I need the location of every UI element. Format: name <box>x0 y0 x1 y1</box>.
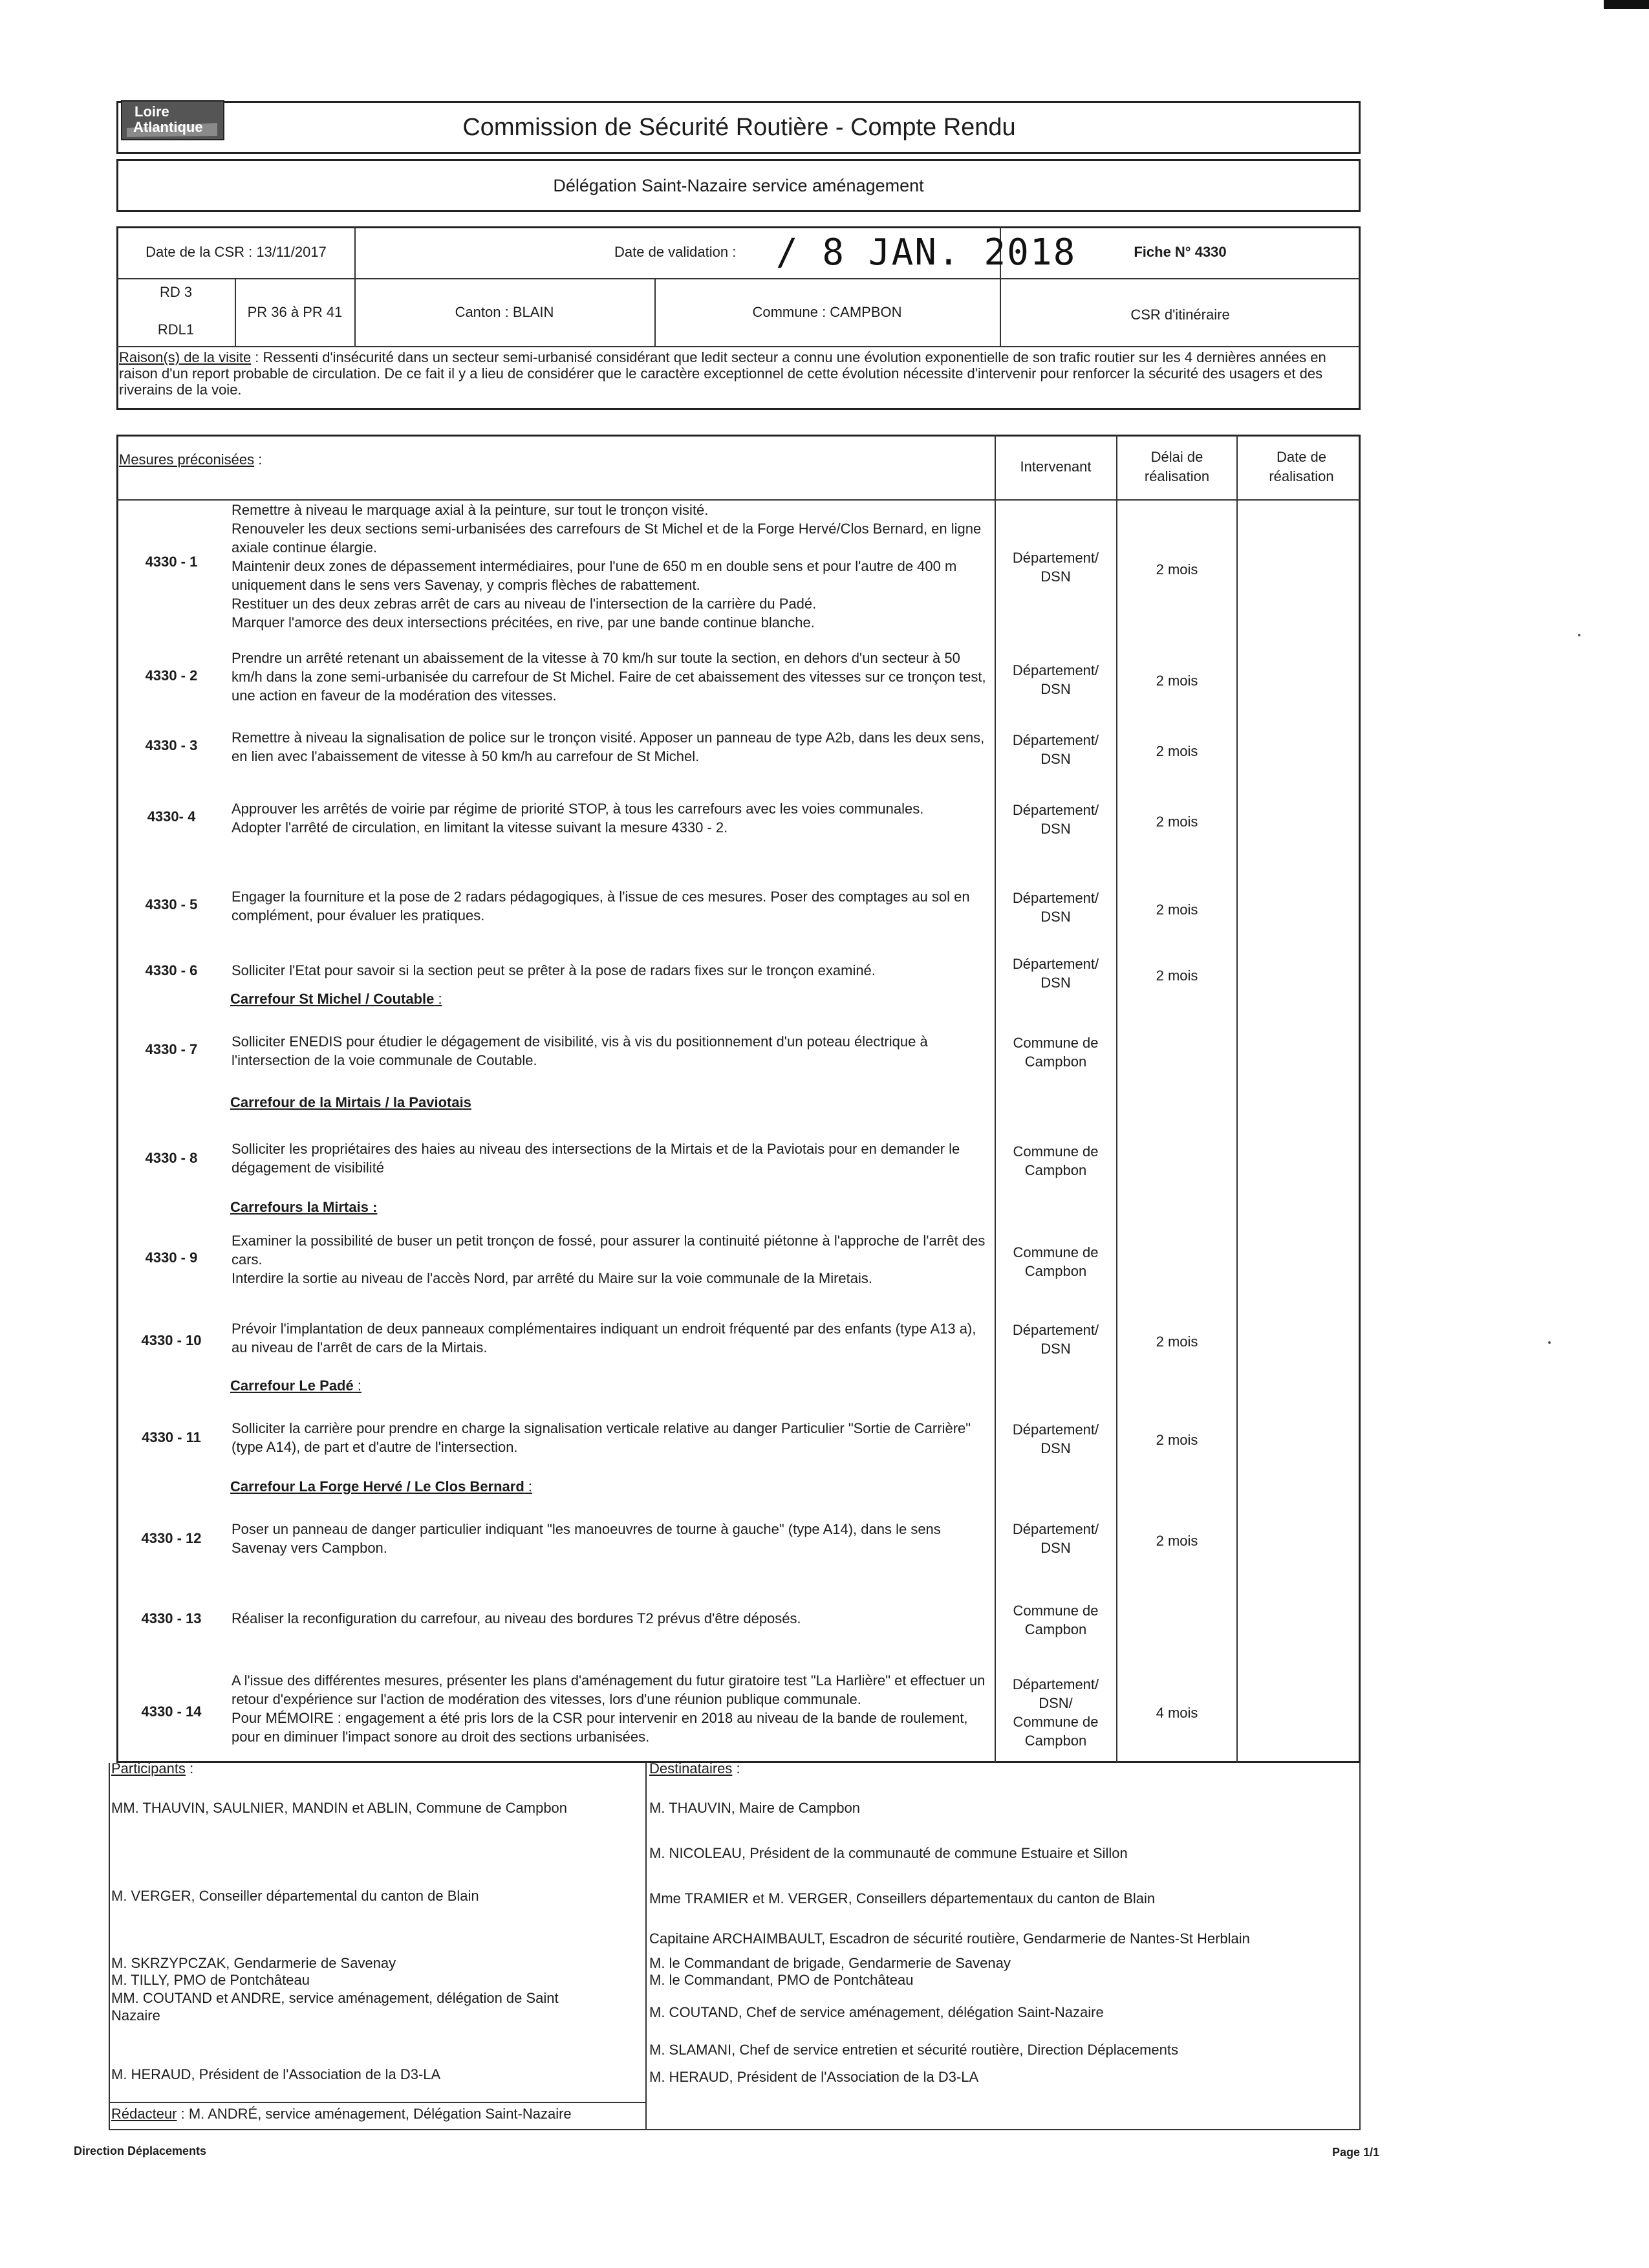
measure-text: Solliciter l'Etat pour savoir si la section peut se prêter à la pose de radars fixes sur le tronçon examiné. <box>232 962 876 978</box>
measure-intervenant: Département/ DSN <box>1012 1421 1099 1456</box>
fiche-number: Fiche N° 4330 <box>1134 244 1227 260</box>
destinataires-label: Destinataires <box>649 1760 733 1777</box>
section-title: Carrefours la Mirtais : <box>230 1199 378 1215</box>
measure-number: 4330 - 13 <box>141 1610 202 1626</box>
measure-text: Remettre à niveau le marquage axial à la peinture, sur tout le tronçon visité. Renouveler les deux sections semi-urbanisées des carrefours de St Michel et de la Forge Hervé/Clos Bernard, en ligne axiale continue élargie. Maintenir deux zones de dépassement intermédiaires, pour l'une de 650 m en double sens et pour l'autre de 400 m uniquement dans le sens vers Savenay, y compris flèches de rabattement. Restituer un des deux zebras arrêt de cars au niveau de l'intersection de la carrière du Padé. Marquer l'amorce des deux intersections précitées, en rive, par une bande continue blanche. <box>232 502 982 631</box>
measure-number: 4330 - 11 <box>142 1429 201 1445</box>
destinataire-item: Mme TRAMIER et M. VERGER, Conseillers départementaux du canton de Blain <box>649 1890 1156 1906</box>
measure-delai: 2 mois <box>1156 1432 1198 1448</box>
redacteur-text: : M. ANDRÉ, service aménagement, Délégation Saint-Nazaire <box>177 2106 572 2122</box>
destinataire-item: M. THAUVIN, Maire de Campbon <box>649 1800 861 1816</box>
participant-item: MM. COUTAND et ANDRE, service aménagement, délégation de Saint Nazaire <box>111 1990 559 2024</box>
measure-delai: 2 mois <box>1156 967 1198 984</box>
measure-delai: 2 mois <box>1156 814 1198 830</box>
measure-text: Examiner la possibilité de buser un petit tronçon de fossé, pour assurer la continuité piétonne à l'approche de l'arrêt des cars. Interdire la sortie au niveau de l'accès Nord, par arrêté du Maire sur la voie communale de la Miretais. <box>232 1233 986 1286</box>
section-heading-st-michel <box>230 991 442 1008</box>
measure-number: 4330 - 10 <box>141 1332 202 1348</box>
destinataire-item: M. HERAUD, Président de l'Association de la D3-LA <box>649 2069 979 2085</box>
measure-intervenant: Département/ DSN <box>1012 956 1099 991</box>
destinataires-heading <box>649 1760 740 1777</box>
measure-number: 4330 - 8 <box>145 1150 198 1166</box>
footer-left: Direction Déplacements <box>74 2144 207 2157</box>
csr-type: CSR d'itinéraire <box>1130 307 1230 323</box>
participants-colon: : <box>185 1760 194 1777</box>
measures-label-colon: : <box>254 451 263 468</box>
date-csr: Date de la CSR : 13/11/2017 <box>146 244 327 260</box>
header-date: Date de réalisation <box>1269 449 1334 484</box>
measure-text: Engager la fourniture et la pose de 2 radars pédagogiques, à l'issue de ces mesures. Poser des comptages au sol en complément, pour évaluer les pratiques. <box>232 889 970 923</box>
participant-item: M. HERAUD, Président de l'Association de la D3-LA <box>111 2066 441 2082</box>
road-rdl: RDL1 <box>157 321 195 338</box>
measure-intervenant: Commune de Campbon <box>1013 1143 1099 1178</box>
measure-text: Solliciter les propriétaires des haies au niveau des intersections de la Mirtais et de la Paviotais pour en demander le dégagement de visibilité <box>232 1141 960 1176</box>
measure-intervenant: Département/ DSN <box>1012 550 1099 585</box>
validation-label: Date de validation : <box>614 244 737 260</box>
measure-delai: 4 mois <box>1156 1705 1198 1721</box>
road-rd: RD 3 <box>159 284 193 300</box>
participant-item: M. VERGER, Conseiller départemental du canton de Blain <box>111 1888 479 1904</box>
measure-delai: 2 mois <box>1156 902 1198 918</box>
measures-label: Mesures préconisées <box>119 451 255 468</box>
measure-intervenant: Département/ DSN <box>1012 890 1099 925</box>
measure-number: 4330 - 6 <box>145 962 198 978</box>
destinataire-item: M. NICOLEAU, Président de la communauté de commune Estuaire et Sillon <box>649 1845 1128 1861</box>
participants-label: Participants <box>111 1760 186 1777</box>
commune: Commune : CAMPBON <box>752 304 902 320</box>
measure-intervenant: Département/ DSN <box>1012 802 1099 837</box>
header-delai: Délai de réalisation <box>1144 449 1210 484</box>
section-title: Carrefour La Forge Hervé / Le Clos Bernard <box>230 1478 524 1495</box>
measure-text: Approuver les arrêtés de voirie par régime de priorité STOP, à tous les carrefours avec les voies communales. Adopter l'arrêté de circulation, en limitant la vitesse suivant la mesure 4330 - 2. <box>232 801 924 836</box>
section-title: Carrefour Le Padé <box>230 1377 354 1394</box>
distribution-divider <box>645 1763 647 2130</box>
destinataires-colon: : <box>732 1760 740 1777</box>
destinataire-item: M. le Commandant, PMO de Pontchâteau <box>649 1972 914 1988</box>
logo-text-2: Atlantique <box>133 119 203 135</box>
participants-heading <box>111 1760 193 1777</box>
measure-delai: 2 mois <box>1156 673 1198 689</box>
redacteur-label: Rédacteur <box>111 2106 177 2122</box>
destinataire-item: Capitaine ARCHAIMBAULT, Escadron de sécurité routière, Gendarmerie de Nantes-St Herblain <box>649 1930 1250 1947</box>
measure-intervenant: Commune de Campbon <box>1013 1244 1099 1279</box>
measure-number: 4330- 4 <box>147 808 196 825</box>
section-title: Carrefour St Michel / Coutable <box>230 991 435 1007</box>
canton: Canton : BLAIN <box>455 304 554 320</box>
measure-text: Prévoir l'implantation de deux panneaux complémentaires indiquant un endroit fréquenté par des enfants (type A13 a), au niveau de l'arrêt de cars de la Mirtais. <box>232 1321 976 1355</box>
participant-item: MM. THAUVIN, SAULNIER, MANDIN et ABLIN, Commune de Campbon <box>111 1800 568 1816</box>
measure-number: 4330 - 14 <box>141 1703 202 1720</box>
measure-delai: 2 mois <box>1156 743 1198 759</box>
measure-number: 4330 - 3 <box>145 737 198 753</box>
section-colon: : <box>353 1377 361 1394</box>
section-colon: : <box>434 991 442 1007</box>
destinataire-item: M. SLAMANI, Chef de service entretien et sécurité routière, Direction Déplacements <box>649 2042 1179 2058</box>
measure-number: 4330 - 2 <box>145 667 198 684</box>
section-heading-mirtais-paviotais <box>230 1094 471 1111</box>
measure-number: 4330 - 5 <box>145 896 198 913</box>
measure-intervenant: Commune de Campbon <box>1013 1603 1099 1637</box>
measure-text: Réaliser la reconfiguration du carrefour, au niveau des bordures T2 prévus d'être déposés. <box>232 1610 801 1626</box>
measure-delai: 2 mois <box>1156 1334 1198 1350</box>
destinataire-item: M. COUTAND, Chef de service aménagement, délégation Saint-Nazaire <box>649 2004 1104 2020</box>
measure-intervenant: Commune de Campbon <box>1013 1035 1099 1070</box>
measure-text: Solliciter ENEDIS pour étudier le dégagement de visibilité, vis à vis du positionnement d'un poteau électrique à l'intersection de la voie communale de Coutable. <box>232 1033 928 1068</box>
measure-number: 4330 - 7 <box>145 1041 198 1057</box>
page-title: Commission de Sécurité Routière - Compte Rendu <box>462 113 1016 141</box>
scan-dot <box>1578 634 1580 636</box>
participant-item: M. TILLY, PMO de Pontchâteau <box>111 1972 310 1988</box>
measure-delai: 2 mois <box>1156 561 1198 578</box>
section-heading-pade <box>230 1377 361 1394</box>
pr-range: PR 36 à PR 41 <box>247 304 343 320</box>
visit-reason-text: : Ressenti d'insécurité dans un secteur semi-urbanisé considérant que ledit secteur a connu une évolution exponentielle de son trafic routier sur les 4 dernières années en raison d'un report probable de circulation. De ce fait il y a lieu de considérer que le caractère exceptionnel de cette évolution nécessite d'intervenir pour renforcer la sécurité des usagers et des riverains de la voie. <box>119 349 1326 398</box>
redacteur <box>111 2106 572 2122</box>
measure-number: 4330 - 1 <box>145 554 198 570</box>
destinataire-item: M. le Commandant de brigade, Gendarmerie de Savenay <box>649 1955 1011 1971</box>
measure-intervenant: Département/ DSN <box>1012 1322 1099 1357</box>
section-heading-forge-herve <box>230 1478 532 1495</box>
measure-text: A l'issue des différentes mesures, présenter les plans d'aménagement du futur giratoire test "La Harlière" et effectuer un retour d'expérience sur l'action de modération des vitesses, lors d'une réunion publique communale. Pour MÉMOIRE : engagement a été pris lors de la CSR pour intervenir en 2018 au niveau de la bande de roulement, pour en diminuer l'impact sonore au droit des sections urbanisées. <box>232 1672 986 1745</box>
measure-text: Prendre un arrêté retenant un abaissement de la vitesse à 70 km/h sur toute la section, en dehors d'un secteur à 50 km/h dans la zone semi-urbanisée du carrefour de St Michel. Faire de cet abaissement des vitesses sur ce tronçon test, une action en faveur de la modération des vitesses. <box>232 650 986 704</box>
header-intervenant: Intervenant <box>1020 459 1092 475</box>
measure-text: Solliciter la carrière pour prendre en charge la signalisation verticale relative au danger Particulier "Sortie de Carrière" (type A14), de part et d'autre de l'intersection. <box>232 1420 971 1455</box>
measure-intervenant: Département/ DSN/ Commune de Campbon <box>1012 1676 1099 1749</box>
delegation-label: Délégation Saint-Nazaire service aménagement <box>553 175 924 195</box>
measure-delai: 2 mois <box>1156 1533 1198 1549</box>
scan-dot <box>1548 1341 1551 1344</box>
measure-intervenant: Département/ DSN <box>1012 732 1099 767</box>
measure-number: 4330 - 9 <box>145 1249 198 1266</box>
redacteur-divider <box>109 2102 647 2103</box>
logo-text-1: Loire <box>135 103 169 120</box>
measure-intervenant: Département/ DSN <box>1012 662 1099 697</box>
validation-stamp: / 8 JAN. 2018 <box>776 231 1077 274</box>
measure-number: 4330 - 12 <box>141 1530 202 1546</box>
footer-page-number: Page 1/1 <box>1332 2146 1380 2159</box>
section-heading-mirtais <box>230 1199 377 1216</box>
visit-reason-label: Raison(s) de la visite <box>119 349 252 365</box>
participant-item: M. SKRZYPCZAK, Gendarmerie de Savenay <box>111 1955 396 1971</box>
measure-text: Remettre à niveau la signalisation de police sur le tronçon visité. Apposer un panneau de type A2b, dans les deux sens, en lien avec l'abaissement de vitesse à 50 km/h au carrefour de St Michel. <box>232 729 985 764</box>
section-colon: : <box>524 1478 533 1495</box>
section-title: Carrefour de la Mirtais / la Paviotais <box>230 1094 471 1110</box>
measure-intervenant: Département/ DSN <box>1012 1521 1099 1556</box>
measure-text: Poser un panneau de danger particulier indiquant "les manoeuvres de tourne à gauche" (type A14), dans le sens Savenay vers Campbon. <box>232 1521 941 1556</box>
